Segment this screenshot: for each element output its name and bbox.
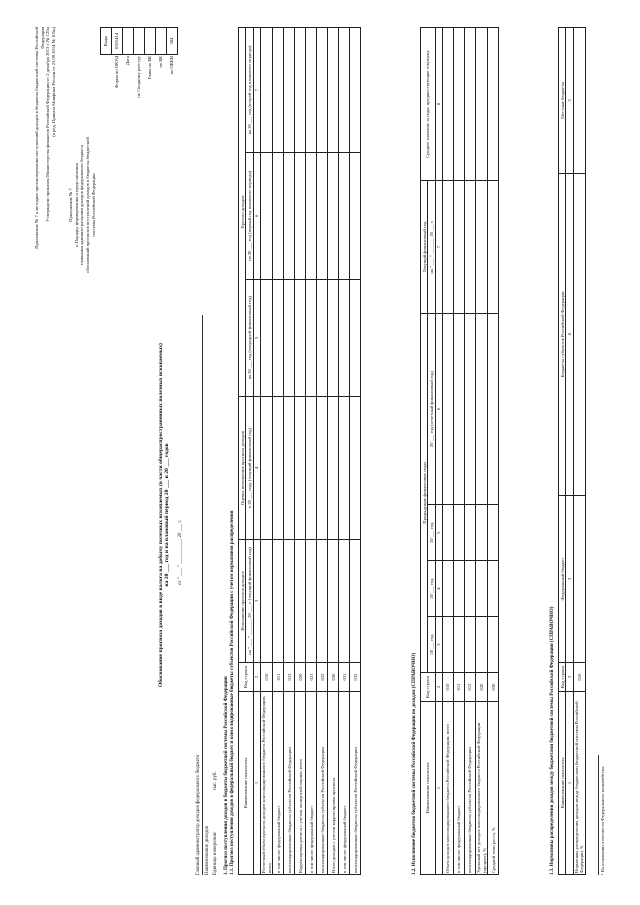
value-cell[interactable]	[488, 505, 499, 561]
value-cell[interactable]	[350, 397, 361, 540]
row-name: Объем доходов консолидированного бюджета Российской Федерации, всего	[442, 702, 453, 875]
value-cell[interactable]	[306, 28, 317, 153]
row-name: консолидированные бюджеты субъектов Российской Федерации	[317, 692, 328, 875]
value-cell[interactable]	[284, 28, 295, 153]
value-cell[interactable]	[453, 505, 464, 561]
value-cell[interactable]	[260, 153, 273, 280]
row-name: Расчетный объем прогноза доходов консолидированного бюджета Российской Федерации, всего	[260, 692, 273, 875]
col-number: 8	[435, 28, 442, 181]
code-value: 0505414	[112, 28, 123, 55]
value-cell[interactable]	[453, 617, 464, 673]
value-cell[interactable]	[453, 181, 464, 314]
value-cell[interactable]	[295, 279, 306, 396]
value-cell[interactable]	[488, 181, 499, 314]
row-code: 010	[573, 663, 586, 692]
row-code: 012	[464, 673, 475, 702]
value-cell[interactable]	[464, 314, 475, 505]
value-cell[interactable]	[442, 505, 453, 561]
table-row	[339, 28, 350, 875]
value-cell[interactable]	[328, 540, 339, 663]
value-cell[interactable]	[488, 28, 499, 181]
value-cell[interactable]	[339, 28, 350, 153]
doc-name-label: Наименование доходов	[204, 825, 210, 875]
value-cell[interactable]	[573, 28, 586, 174]
form-date: от " ___ " __________ 20 ___ г.	[178, 519, 183, 585]
value-cell[interactable]	[317, 540, 328, 663]
code-label: по Сводному реестру	[136, 55, 142, 98]
col-header: Наименование показателя	[239, 692, 254, 875]
row-code: 020	[475, 673, 488, 702]
value-cell[interactable]	[339, 540, 350, 663]
value-cell[interactable]	[464, 28, 475, 181]
row-code: 031	[339, 663, 350, 692]
row-name: в том числе: федеральный бюджет	[306, 692, 317, 875]
value-cell[interactable]	[488, 561, 499, 617]
col-number: 1	[566, 692, 573, 875]
value-cell[interactable]	[350, 279, 361, 396]
value-cell[interactable]	[488, 617, 499, 673]
codes-box	[100, 27, 178, 117]
code-value	[134, 28, 145, 55]
value-cell[interactable]	[306, 153, 317, 280]
value-cell[interactable]	[328, 397, 339, 540]
section3-table	[558, 27, 586, 875]
row-name: консолидированные бюджеты субъектов Российской Федерации	[464, 702, 475, 875]
code-label: по БК	[158, 55, 164, 68]
annotation-line: обоснований прогнозов поступлений доходов в бюджеты бюджетной	[85, 137, 91, 273]
value-cell[interactable]	[453, 314, 464, 505]
section1-title	[224, 511, 236, 875]
section-subtitle: 1.1. Прогноз поступления доходов в федеральный бюджет и консолидированные бюджеты субъектов Российской Федерации с учетом нормативов распределения	[229, 510, 235, 875]
section1-table	[238, 27, 361, 875]
code-value: 384	[167, 28, 178, 55]
value-cell[interactable]	[573, 496, 586, 663]
code-value	[156, 28, 167, 55]
col-header: Прогноз доходов	[239, 28, 246, 397]
value-cell[interactable]	[488, 314, 499, 505]
value-cell[interactable]	[284, 153, 295, 280]
value-cell[interactable]	[442, 561, 453, 617]
table-row	[295, 28, 306, 875]
col-number: 5	[566, 28, 573, 174]
value-cell[interactable]	[442, 28, 453, 181]
codes-header: Коды	[101, 28, 112, 55]
unit-label: Единица измерения:	[212, 831, 218, 875]
col-number: 7	[435, 181, 442, 314]
code-label: Глава по БК	[147, 55, 153, 80]
section-title: 1. Прогноз поступления доходов в бюджеты бюджетной системы Российской Федерации	[224, 676, 229, 875]
value-cell[interactable]	[317, 153, 328, 280]
col-header: Оценка исполнения прогноза доходов	[239, 397, 246, 540]
annotation-line: к Порядку формирования и представления	[73, 163, 79, 247]
code-value	[145, 28, 156, 55]
section2-table	[420, 27, 499, 875]
row-code: 010	[260, 663, 273, 692]
value-cell[interactable]	[317, 28, 328, 153]
value-cell[interactable]	[306, 540, 317, 663]
value-cell[interactable]	[453, 28, 464, 181]
col-subheader: на 20 ___ год (второй год планового периода)	[246, 28, 253, 153]
col-number: 6	[253, 153, 260, 280]
col-number: 3	[253, 540, 260, 663]
row-code: 020	[295, 663, 306, 692]
col-number: 4	[253, 397, 260, 540]
col-header: Текущий финансовый год	[421, 181, 428, 314]
col-subheader: на " ___ " _______ 20 ___ г.	[428, 181, 435, 314]
row-code: 012	[284, 663, 295, 692]
value-cell[interactable]	[573, 173, 586, 495]
value-cell[interactable]	[295, 153, 306, 280]
row-name: консолидированные бюджеты субъектов Российской Федерации	[350, 692, 361, 875]
value-cell[interactable]	[273, 540, 284, 663]
value-cell[interactable]	[442, 617, 453, 673]
title-line: Обоснование прогноза доходов в виде налога на добычу полезных ископаемых (в части общераспространенных полезных ископаемых)	[158, 343, 164, 687]
meta-block	[196, 115, 218, 875]
col-number: 4	[566, 173, 573, 495]
value-cell[interactable]	[317, 279, 328, 396]
row-code: 021	[306, 663, 317, 692]
col-number: 5	[435, 505, 442, 561]
col-header: Код строки	[239, 663, 254, 692]
col-header: Федеральный бюджет	[559, 496, 566, 663]
col-header: Местные бюджеты	[559, 28, 566, 174]
row-code: 010	[442, 673, 453, 702]
col-number: 2	[253, 663, 260, 692]
value-cell[interactable]	[475, 314, 488, 505]
table-row	[573, 28, 586, 875]
admin-label: Главный администратор доходов федерального бюджета	[196, 315, 203, 875]
value-cell[interactable]	[284, 279, 295, 396]
col-number: 3	[566, 496, 573, 663]
col-subheader: на " ___ " _______ 20 ___ г. (текущий финансовый год)	[246, 540, 253, 663]
col-subheader: в 20 ___ году (текущий финансовый год)	[246, 397, 253, 540]
row-code: 030	[488, 673, 499, 702]
value-cell[interactable]	[284, 397, 295, 540]
value-cell[interactable]	[295, 540, 306, 663]
value-cell[interactable]	[475, 28, 488, 181]
approval-line: Утверждено приказом Министерства финансов Российской Федерации от 2 декабря 2013 г. № 125н	[45, 27, 51, 222]
col-number: 3	[435, 617, 442, 673]
code-label: по ОКЕИ	[169, 55, 175, 75]
value-cell[interactable]	[260, 279, 273, 396]
annotation-line: Приложение № 7	[68, 188, 73, 222]
table-row	[328, 28, 339, 875]
value-cell[interactable]	[475, 561, 488, 617]
value-cell[interactable]	[317, 397, 328, 540]
table-row	[475, 28, 488, 875]
value-cell[interactable]	[295, 397, 306, 540]
value-cell[interactable]	[464, 181, 475, 314]
value-cell[interactable]	[339, 153, 350, 280]
col-subheader: 20 ___ год	[428, 505, 435, 561]
row-name: в том числе: федеральный бюджет	[339, 692, 350, 875]
value-cell[interactable]	[350, 540, 361, 663]
table-row	[442, 28, 453, 875]
table-row	[488, 28, 499, 875]
row-code: 011	[453, 673, 464, 702]
col-header: Исполнение прогноза доходов	[239, 540, 246, 663]
approval-line: (в ред. Приказа Минфина России от 23.09.2014 № 105н)	[51, 27, 57, 137]
annotation-line: главными администраторами доходов федерального бюджета	[79, 144, 85, 266]
value-cell[interactable]	[273, 153, 284, 280]
annotation-block	[68, 105, 97, 305]
value-cell[interactable]	[475, 617, 488, 673]
code-label: Дата	[125, 55, 131, 66]
table-row	[317, 28, 328, 875]
value-cell[interactable]	[260, 28, 273, 153]
unit-value: тыс. руб.	[212, 771, 218, 791]
col-number: 2	[566, 663, 573, 692]
table-row	[260, 28, 273, 875]
col-header: Код строки	[559, 663, 566, 692]
value-cell[interactable]	[284, 540, 295, 663]
value-cell[interactable]	[442, 314, 453, 505]
col-header: Наименование показателя	[559, 692, 566, 875]
col-header: Среднее значение за годы, предшествующие текущему	[421, 28, 436, 181]
col-number: 2	[435, 673, 442, 702]
row-name: Нормативы распределения доходов между бюджетами бюджетной системы Российской Федерации, %	[573, 692, 586, 875]
value-cell[interactable]	[442, 181, 453, 314]
col-number: 6	[435, 314, 442, 505]
approval-line: Приложение № 7 к методике прогнозирования поступлений доходов в бюджеты бюджетной системы Российской Федерации	[34, 27, 45, 249]
code-value	[123, 28, 134, 55]
row-code: 011	[273, 663, 284, 692]
value-cell[interactable]	[475, 505, 488, 561]
value-cell[interactable]	[339, 279, 350, 396]
value-cell[interactable]	[464, 505, 475, 561]
table-row	[453, 28, 464, 875]
table-row	[350, 28, 361, 875]
row-name: в том числе: федеральный бюджет	[273, 692, 284, 875]
value-cell[interactable]	[328, 28, 339, 153]
value-cell[interactable]	[350, 153, 361, 280]
row-name: Средний темп роста, %	[488, 702, 499, 875]
col-subheader: на 20 ___ год (очередной финансовый год)	[246, 279, 253, 396]
rotated-form-sheet	[20, 15, 620, 885]
annotation-line: системы Российской Федерации	[90, 173, 96, 237]
col-subheader: 20 ___ год	[428, 617, 435, 673]
col-number: 1	[253, 692, 260, 875]
table-row	[464, 28, 475, 875]
section3-title: 1.3. Нормативы распределения доходов между бюджетами бюджетной системы Российской Федерации (СПРАВОЧНО)	[550, 606, 555, 875]
col-number: 1	[435, 702, 442, 875]
row-code: 030	[328, 663, 339, 692]
value-cell[interactable]	[273, 28, 284, 153]
col-header: Наименование показателя	[421, 702, 436, 875]
col-number: 4	[435, 561, 442, 617]
form-title	[158, 185, 171, 845]
footnote: ¹ На основании отчетности Федерального казначейства.	[598, 755, 605, 875]
approval-block	[34, 27, 57, 257]
row-code: 032	[350, 663, 361, 692]
title-line: на 20 ___ год и на плановый период 20 ___ и 20 ___ годов	[164, 443, 171, 587]
value-cell[interactable]	[453, 561, 464, 617]
col-header: Предыдущие финансовые годы	[421, 314, 428, 673]
col-number: 7	[253, 28, 260, 153]
value-cell[interactable]	[260, 397, 273, 540]
col-header: Код строки	[421, 673, 436, 702]
row-name: Корректировка расчета с учетом экспертной оценки, всего	[295, 692, 306, 875]
value-cell[interactable]	[328, 153, 339, 280]
value-cell[interactable]	[464, 561, 475, 617]
row-name: в том числе: федеральный бюджет	[453, 702, 464, 875]
section2-title: 1.2. Исполнение бюджетов бюджетной системы Российской Федерации по доходам (СПРАВОЧНО)	[412, 652, 417, 875]
col-subheader: 20 ___ год (отчетный финансовый год)	[428, 314, 435, 505]
value-cell[interactable]	[306, 397, 317, 540]
col-header: Бюджеты субъектов Российской Федерации	[559, 173, 566, 495]
value-cell[interactable]	[475, 181, 488, 314]
value-cell[interactable]	[306, 279, 317, 396]
value-cell[interactable]	[339, 397, 350, 540]
col-subheader: 20 ___ год	[428, 561, 435, 617]
row-name: Удельный вес доходов консолидированного бюджета Российской Федерации (процент), %	[475, 702, 488, 875]
value-cell[interactable]	[260, 540, 273, 663]
value-cell[interactable]	[328, 279, 339, 396]
table-row	[306, 28, 317, 875]
row-name: консолидированные бюджеты субъектов Российской Федерации	[284, 692, 295, 875]
col-subheader: на 20 ___ год (первый год планового периода)	[246, 153, 253, 280]
row-code: 022	[317, 663, 328, 692]
row-name: Итого доходов с учетом корректировки прогноза	[328, 692, 339, 875]
value-cell[interactable]	[273, 279, 284, 396]
value-cell[interactable]	[273, 397, 284, 540]
col-number: 5	[253, 279, 260, 396]
table-row	[284, 28, 295, 875]
code-label: Форма по ОКУД	[114, 55, 120, 89]
value-cell[interactable]	[295, 28, 306, 153]
value-cell[interactable]	[464, 617, 475, 673]
value-cell[interactable]	[350, 28, 361, 153]
table-row	[273, 28, 284, 875]
